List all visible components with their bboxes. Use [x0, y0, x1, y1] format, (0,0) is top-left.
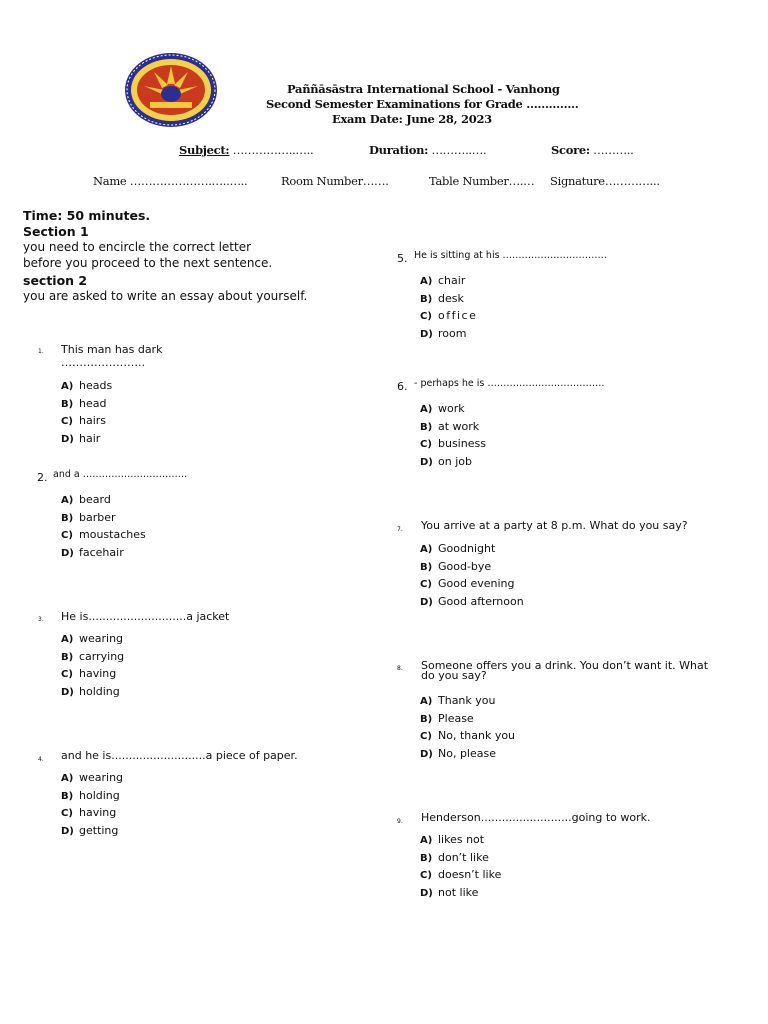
duration-field	[369, 143, 486, 157]
exam-date: Exam Date: June 28, 2023	[332, 112, 492, 126]
option-letter: D)	[420, 596, 433, 608]
option-a[interactable]	[61, 770, 123, 788]
option-text: Good afternoon	[438, 594, 524, 608]
option-letter: D)	[61, 433, 74, 445]
option-text: barber	[79, 510, 116, 524]
option-c[interactable]	[61, 413, 112, 431]
option-text: business	[438, 437, 486, 450]
option-text: at work	[438, 419, 480, 433]
option-text: Good-bye	[438, 559, 492, 573]
option-letter: A)	[420, 404, 433, 415]
option-c[interactable]	[420, 576, 524, 594]
question-text-cont: …………………..	[61, 356, 145, 369]
question-number: 6.	[397, 380, 408, 393]
option-c[interactable]	[61, 805, 123, 823]
option-text: on job	[438, 454, 472, 468]
option-a[interactable]	[420, 693, 515, 711]
option-text: holding	[79, 684, 120, 698]
table-value: ….…	[508, 174, 535, 188]
option-text: Thank you	[438, 694, 496, 707]
option-letter: B)	[61, 651, 74, 663]
option-d[interactable]	[420, 454, 486, 472]
option-text: don’t like	[438, 850, 489, 864]
name-field	[93, 174, 247, 188]
option-letter: B)	[61, 790, 74, 802]
signature-field	[550, 174, 660, 188]
option-text: heads	[79, 379, 113, 392]
option-d[interactable]	[420, 594, 524, 612]
option-text: holding	[79, 788, 120, 802]
table-field	[429, 174, 534, 188]
option-letter: C)	[420, 870, 432, 881]
option-b[interactable]	[61, 396, 112, 414]
question-text: - perhaps he is ……………………………….	[414, 378, 605, 389]
question-number: 9.	[397, 818, 403, 825]
option-letter: D)	[61, 686, 74, 698]
question-text: and a ……………………………	[53, 469, 188, 480]
option-letter: B)	[61, 398, 74, 410]
option-letter: D)	[420, 748, 433, 760]
option-c[interactable]	[420, 436, 486, 454]
option-b[interactable]	[420, 291, 477, 309]
question-number: 8.	[397, 665, 403, 672]
option-d[interactable]	[420, 885, 501, 903]
options-list	[420, 693, 515, 763]
option-text: Goodnight	[438, 542, 496, 555]
section1-title: Section 1	[23, 224, 89, 239]
option-text: office	[438, 309, 478, 322]
option-text: moustaches	[79, 528, 146, 541]
option-letter: C)	[61, 530, 73, 541]
question-number: 7.	[397, 526, 403, 533]
option-letter: A)	[61, 495, 74, 506]
option-letter: B)	[61, 512, 74, 524]
subject-field	[179, 143, 313, 157]
option-letter: C)	[420, 731, 432, 742]
option-c[interactable]	[420, 728, 515, 746]
question-text: Henderson..........................going to work.	[421, 811, 651, 824]
option-c[interactable]	[61, 666, 124, 684]
option-letter: B)	[420, 561, 433, 573]
option-letter: A)	[61, 381, 74, 392]
question-number: 3.	[38, 616, 44, 623]
question-text: and he is...........................a piece of paper.	[61, 749, 298, 762]
section1-instruction-line1: you need to encircle the correct letter	[23, 240, 252, 254]
option-text: carrying	[79, 649, 125, 663]
section2-instruction-line1: you are asked to write an essay about yourself.	[23, 289, 308, 303]
option-text: doesn’t like	[438, 868, 502, 881]
option-b[interactable]	[420, 850, 501, 868]
options-list	[420, 273, 477, 343]
duration-label: Duration:	[369, 143, 429, 157]
section2-title: section 2	[23, 273, 88, 288]
option-letter: A)	[420, 696, 433, 707]
option-a[interactable]	[61, 631, 124, 649]
signature-label: Signature	[550, 174, 605, 188]
option-b[interactable]	[420, 419, 486, 437]
question-text-cont: do you say?	[421, 669, 487, 682]
options-list	[61, 492, 146, 562]
option-text: No, please	[438, 746, 496, 760]
option-c[interactable]	[61, 527, 146, 545]
time-limit: Time: 50 minutes.	[23, 208, 151, 223]
option-text: chair	[438, 274, 466, 287]
option-d[interactable]	[420, 326, 477, 344]
exam-title: Second Semester Examinations for Grade …………..	[266, 97, 579, 111]
option-c[interactable]	[420, 308, 477, 326]
option-a[interactable]	[420, 273, 477, 291]
school-name: Paññāsāstra International School - Vanhong	[287, 82, 560, 96]
option-text: work	[438, 402, 465, 415]
option-letter: C)	[61, 669, 73, 680]
option-letter: C)	[61, 416, 73, 427]
option-letter: D)	[61, 547, 74, 559]
option-letter: D)	[420, 456, 433, 468]
name-value: ………………….…..…..	[129, 174, 248, 188]
option-letter: B)	[420, 713, 433, 725]
option-text: likes not	[438, 833, 485, 846]
option-b[interactable]	[61, 788, 123, 806]
option-d[interactable]	[61, 545, 146, 563]
option-letter: B)	[420, 293, 433, 305]
option-letter: D)	[61, 825, 74, 837]
option-d[interactable]	[420, 746, 515, 764]
score-value: ………..	[593, 143, 634, 157]
option-letter: D)	[420, 887, 433, 899]
options-list	[420, 401, 486, 471]
question-text: He is sitting at his ……………………………	[414, 250, 608, 261]
question-text: He is............................a jacket	[61, 610, 230, 623]
option-text: room	[438, 326, 467, 340]
room-label: Room Number	[281, 174, 363, 188]
options-list	[61, 378, 112, 448]
option-letter: B)	[420, 852, 433, 864]
room-field	[281, 174, 389, 188]
options-list	[61, 631, 124, 701]
option-d[interactable]	[61, 431, 112, 449]
question-number: 2.	[37, 471, 48, 484]
option-a[interactable]	[420, 401, 486, 419]
option-letter: A)	[61, 634, 74, 645]
option-b[interactable]	[61, 510, 146, 528]
option-text: Please	[438, 711, 474, 725]
option-text: wearing	[79, 632, 124, 645]
option-a[interactable]	[61, 378, 112, 396]
duration-value: ………..….	[431, 143, 487, 157]
option-text: having	[79, 806, 117, 819]
option-a[interactable]	[420, 832, 501, 850]
option-text: facehair	[79, 545, 124, 559]
section1-instruction-line2: before you proceed to the next sentence.	[23, 256, 273, 270]
table-label: Table Number	[429, 174, 509, 188]
option-text: desk	[438, 291, 464, 305]
subject-label: Subject:	[179, 143, 230, 157]
option-text: wearing	[79, 771, 124, 784]
option-text: getting	[79, 823, 119, 837]
subject-value: ……………..…..	[232, 143, 314, 157]
option-letter: A)	[61, 773, 74, 784]
option-d[interactable]	[61, 823, 123, 841]
option-letter: C)	[420, 439, 432, 450]
room-value: …….	[362, 174, 389, 188]
signature-value: …………...	[604, 174, 660, 188]
options-list	[420, 541, 524, 611]
option-text: having	[79, 667, 117, 680]
option-letter: A)	[420, 276, 433, 287]
option-text: No, thank you	[438, 729, 516, 742]
option-letter: A)	[420, 835, 433, 846]
question-text: This man has dark	[61, 343, 163, 356]
score-field	[551, 143, 633, 157]
option-b[interactable]	[420, 559, 524, 577]
question-number: 5.	[397, 252, 408, 265]
option-text: not like	[438, 885, 479, 899]
score-label: Score:	[551, 143, 590, 157]
option-d[interactable]	[61, 684, 124, 702]
question-text: You arrive at a party at 8 p.m. What do you say?	[421, 519, 688, 532]
name-label: Name	[93, 174, 127, 188]
option-text: head	[79, 396, 107, 410]
option-letter: C)	[420, 311, 432, 322]
option-text: beard	[79, 493, 111, 506]
option-letter: C)	[61, 808, 73, 819]
option-letter: A)	[420, 544, 433, 555]
option-a[interactable]	[420, 541, 524, 559]
option-b[interactable]	[420, 711, 515, 729]
option-c[interactable]	[420, 867, 501, 885]
option-a[interactable]	[61, 492, 146, 510]
options-list	[61, 770, 123, 840]
options-list	[420, 832, 501, 902]
question-text: Someone offers you a drink. You don’t want it. What	[421, 659, 709, 672]
question-number: 4.	[38, 756, 44, 763]
option-text: Good evening	[438, 577, 515, 590]
option-letter: D)	[420, 328, 433, 340]
option-letter: C)	[420, 579, 432, 590]
option-text: hairs	[79, 414, 107, 427]
option-letter: B)	[420, 421, 433, 433]
option-b[interactable]	[61, 649, 124, 667]
school-logo	[124, 52, 218, 128]
question-number: 1.	[38, 348, 44, 355]
option-text: hair	[79, 431, 101, 445]
